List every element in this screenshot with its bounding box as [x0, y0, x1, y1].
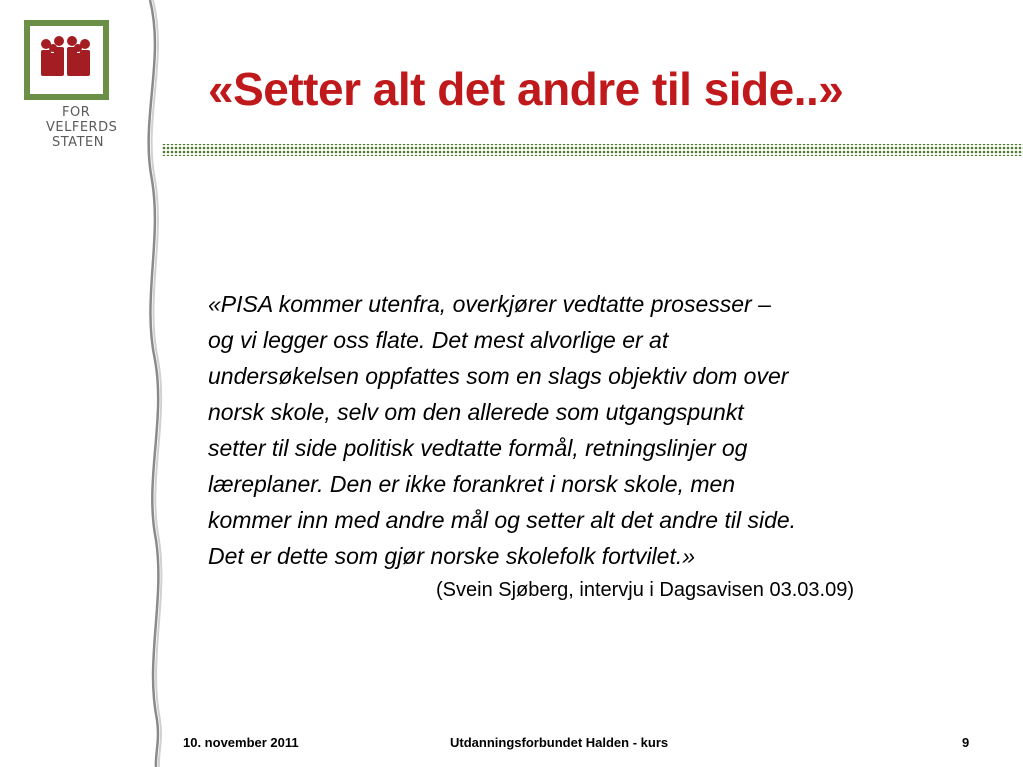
for-velferdsstaten-logo — [24, 20, 118, 165]
dotted-divider — [162, 142, 1023, 158]
footer-page-number: 9 — [962, 735, 970, 750]
logo-text — [46, 105, 116, 150]
logo-text-line-2: VELFERDS — [46, 120, 118, 135]
quote-block — [208, 286, 1008, 604]
footer-date: 10. november 2011 — [183, 735, 299, 750]
people-group-icon — [30, 26, 103, 94]
quote-text: «PISA kommer utenfra, overkjører vedtatte prosesser – og vi legger oss flate. Det mest alvorlige er at undersøkelsen oppfattes som en slags objektiv dom over norsk skole, selv om den allerede som utgangspunkt setter til side politisk vedtatte formål, retningslinjer og læreplaner. Den er ikke forankret i norsk skole, men kommer inn med andre mål og setter alt det andre til side. Det er dette som gjør norske skolefolk fortvilet.» — [208, 291, 797, 569]
quote-citation: (Svein Sjøberg, intervju i Dagsavisen 03.03.09) — [436, 579, 854, 601]
logo-text-line-3: STATEN — [52, 135, 104, 150]
logo-emblem — [24, 20, 109, 100]
logo-text-line-1: FOR — [62, 105, 91, 120]
footer-center-text: Utdanningsforbundet Halden - kurs — [450, 735, 669, 750]
slide-title: «Setter alt det andre til side..» — [208, 63, 844, 115]
